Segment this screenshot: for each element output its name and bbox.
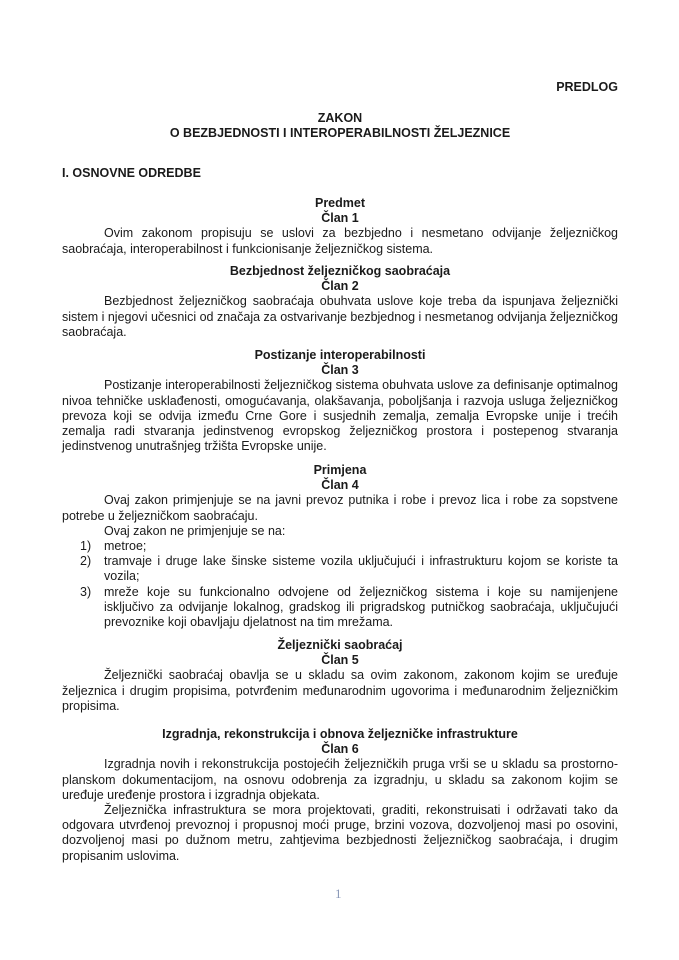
page-number: 1 [335, 886, 342, 901]
list-item-number: 2) [80, 554, 92, 569]
article-paragraph: Ovim zakonom propisuju se uslovi za bezbjedno i nesmetano odvijanje željezničkog saobraćaja, interoperabilnost i funkcionisanje željezničkog sistema. [62, 226, 618, 256]
article-2 [62, 264, 618, 340]
title-line-2: O BEZBJEDNOSTI I INTEROPERABILNOSTI ŽELJEZNICE [169, 126, 511, 140]
article-heading: Postizanje interoperabilnosti [254, 348, 426, 362]
article-heading: Željeznički saobraćaj [277, 638, 403, 652]
list-item [62, 554, 618, 584]
article-number: Član 1 [321, 211, 359, 226]
article-number: Član 2 [321, 279, 359, 294]
article-heading: Predmet [314, 196, 366, 210]
article-paragraph: Ovaj zakon primjenjuje se na javni prevoz putnika i robe i prevoz lica i robe za sopstvene potrebe u željezničkom saobraćaju. [62, 493, 618, 523]
article-paragraph: Željeznička infrastruktura se mora projektovati, graditi, rekonstruisati i održavati tako da odgovara utvrđenoj prevoznoj i propusnoj moći pruge, brzini vozova, dozvoljenoj masi po osovini, dozvoljenoj masi po dužnom metru, zahtjevima bezbjednosti željezničkog saobraćaja, i drugim propisanim uslovima. [62, 803, 618, 863]
title-line-1: ZAKON [317, 111, 363, 125]
section-heading: I. OSNOVNE ODREDBE [62, 166, 201, 180]
article-number: Član 4 [321, 478, 359, 493]
list-item-number: 1) [80, 539, 92, 554]
article-number: Član 5 [321, 653, 359, 668]
article-3 [62, 348, 618, 454]
list-item-text: mreže koje su funkcionalno odvojene od željezničkog sistema i koje su namijenjene isključivo za odvijanje lokalnog, gradskog ili prigradskog putničkog saobraćaja, uključujući prevoznike koji obavljaju djelatnost na tim mrežama. [104, 584, 618, 630]
article-heading: Primjena [313, 463, 367, 477]
article-6 [62, 727, 618, 864]
article-5 [62, 638, 618, 714]
list-item-text: metroe; [104, 539, 147, 554]
article-1 [62, 196, 618, 257]
list-item-number: 3) [80, 584, 92, 599]
exclusion-list [62, 539, 618, 630]
article-paragraph: Izgradnja novih i rekonstrukcija postojećih željezničkih pruga vrši se u skladu sa prostorno-planskom dokumentacijom, na osnovu odobrenja za izgradnju, u skladu sa zakonom kojim se uređuje uređenje prostora i izgradnja objekata. [62, 757, 618, 802]
article-number: Član 6 [321, 742, 359, 757]
article-paragraph: Postizanje interoperabilnosti željezničkog sistema obuhvata uslove za definisanje optimalnog nivoa tehničke usklađenosti, omogućavanja, olakšavanja, poboljšanja i razvoja usluga željezničkog prevoza koji se odvija između Crne Gore i susjednih zemalja, zemalja Evropske unije i trećih zemalja radi stvaranja jedinstvenog evropskog željezničkog prostora i postepenog stvaranja jedinstvenog unutrašnjeg tržišta Evropske unije. [62, 378, 618, 454]
article-paragraph: Ovaj zakon ne primjenjuje se na: [104, 523, 286, 538]
article-paragraph: Željeznički saobraćaj obavlja se u skladu sa ovim zakonom, zakonom kojim se uređuje željeznica i drugim propisima, potvrđenim međunarodnim ugovorima i međunarodnim željezničkim propisima. [62, 668, 618, 713]
document-status-label: PREDLOG [556, 80, 618, 94]
article-4 [62, 463, 618, 630]
article-paragraph: Bezbjednost željezničkog saobraćaja obuhvata uslove koje treba da ispunjava željeznički sistem i njegovi učesnici od značaja za ostvarivanje bezbjednog i nesmetanog odvijanja željezničkog saobraćaja. [62, 294, 618, 339]
article-heading: Bezbjednost željezničkog saobraćaja [229, 264, 451, 278]
article-number: Član 3 [321, 363, 359, 378]
list-item [62, 539, 618, 554]
list-item [62, 585, 618, 631]
article-heading: Izgradnja, rekonstrukcija i obnova željezničke infrastrukture [162, 727, 518, 741]
document-title [62, 111, 618, 141]
list-item-text: tramvaje i druge lake šinske sisteme vozila uključujući i infrastrukturu kojom se koriste ta vozila; [104, 554, 618, 584]
